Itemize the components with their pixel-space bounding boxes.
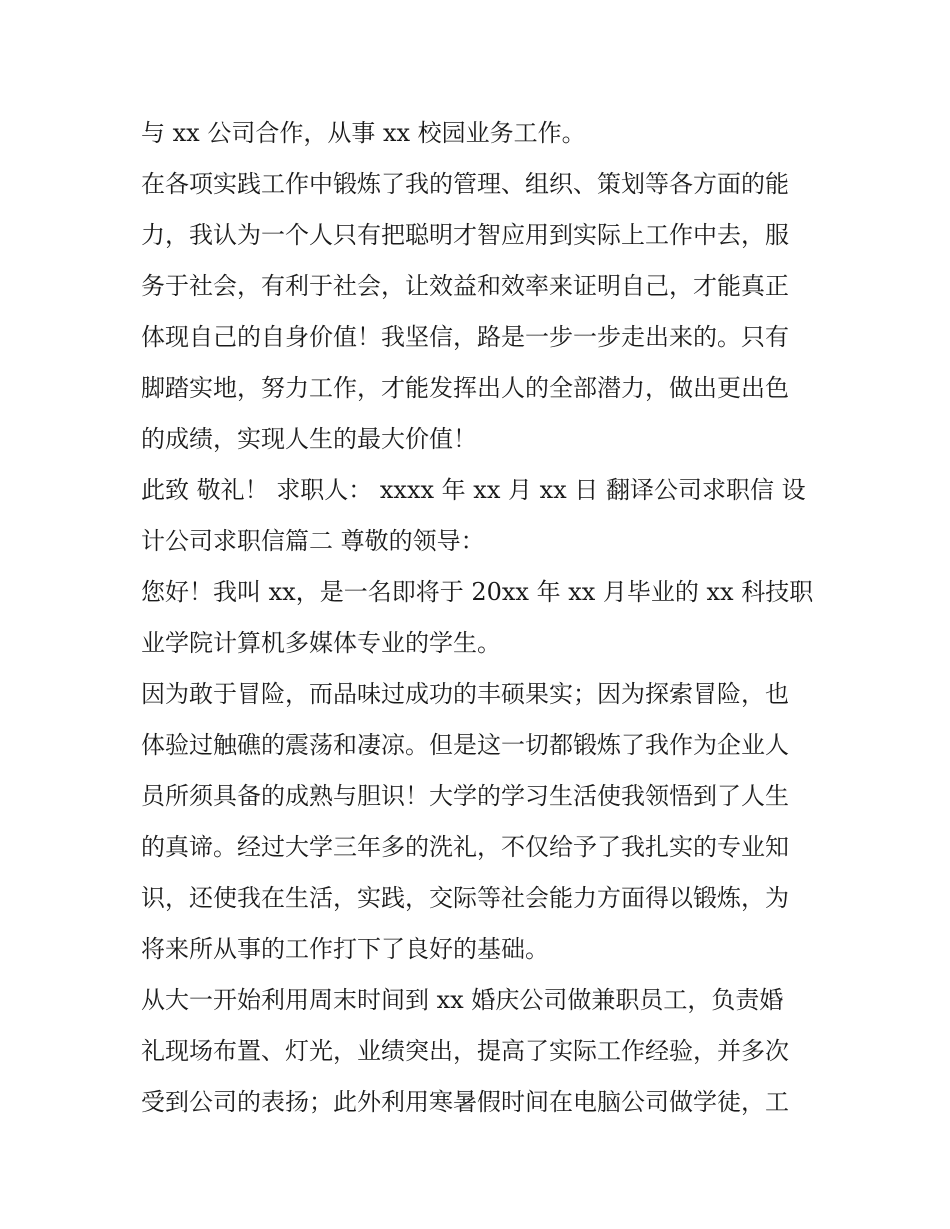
text-line: 识，还使我在生活，实践，交际等社会能力方面得以锻炼，为 <box>141 884 789 912</box>
text-line: 此致 敬礼！ 求职人： xxxx 年 xx 月 xx 日 翻译公司求职信 设 <box>141 476 806 504</box>
text-line: 脚踏实地，努力工作，才能发挥出人的全部潜力，做出更出色 <box>141 374 789 402</box>
text-line: 与 xx 公司合作，从事 xx 校园业务工作。 <box>141 119 586 147</box>
text-line: 员所须具备的成熟与胆识！大学的学习生活使我领悟到了人生 <box>141 782 789 810</box>
text-line: 的真谛。经过大学三年多的洗礼，不仅给予了我扎实的专业知 <box>141 833 789 861</box>
text-line: 在各项实践工作中锻炼了我的管理、组织、策划等各方面的能 <box>141 170 789 198</box>
text-line: 业学院计算机多媒体专业的学生。 <box>141 629 501 657</box>
text-line: 从大一开始利用周末时间到 xx 婚庆公司做兼职员工，负责婚 <box>141 986 784 1014</box>
text-line: 的成绩，实现人生的最大价值！ <box>141 425 477 453</box>
text-line: 将来所从事的工作打下了良好的基础。 <box>141 935 549 963</box>
text-line: 务于社会，有利于社会，让效益和效率来证明自己，才能真正 <box>141 272 789 300</box>
text-line: 力，我认为一个人只有把聪明才智应用到实际上工作中去，服 <box>141 221 789 249</box>
text-line: 礼现场布置、灯光，业绩突出，提高了实际工作经验，并多次 <box>141 1037 789 1065</box>
text-line: 因为敢于冒险，而品味过成功的丰硕果实；因为探索冒险，也 <box>141 680 789 708</box>
text-line: 受到公司的表扬；此外利用寒暑假时间在电脑公司做学徒，工 <box>141 1088 789 1116</box>
letter-body <box>141 108 821 1128</box>
text-line: 体现自己的自身价值！我坚信，路是一步一步走出来的。只有 <box>141 323 789 351</box>
text-line: 您好！我叫 xx，是一名即将于 20xx 年 xx 月毕业的 xx 科技职 <box>141 578 814 606</box>
text-line: 体验过触礁的震荡和凄凉。但是这一切都锻炼了我作为企业人 <box>141 731 789 759</box>
text-line: 计公司求职信篇二 尊敬的领导： <box>141 527 485 555</box>
